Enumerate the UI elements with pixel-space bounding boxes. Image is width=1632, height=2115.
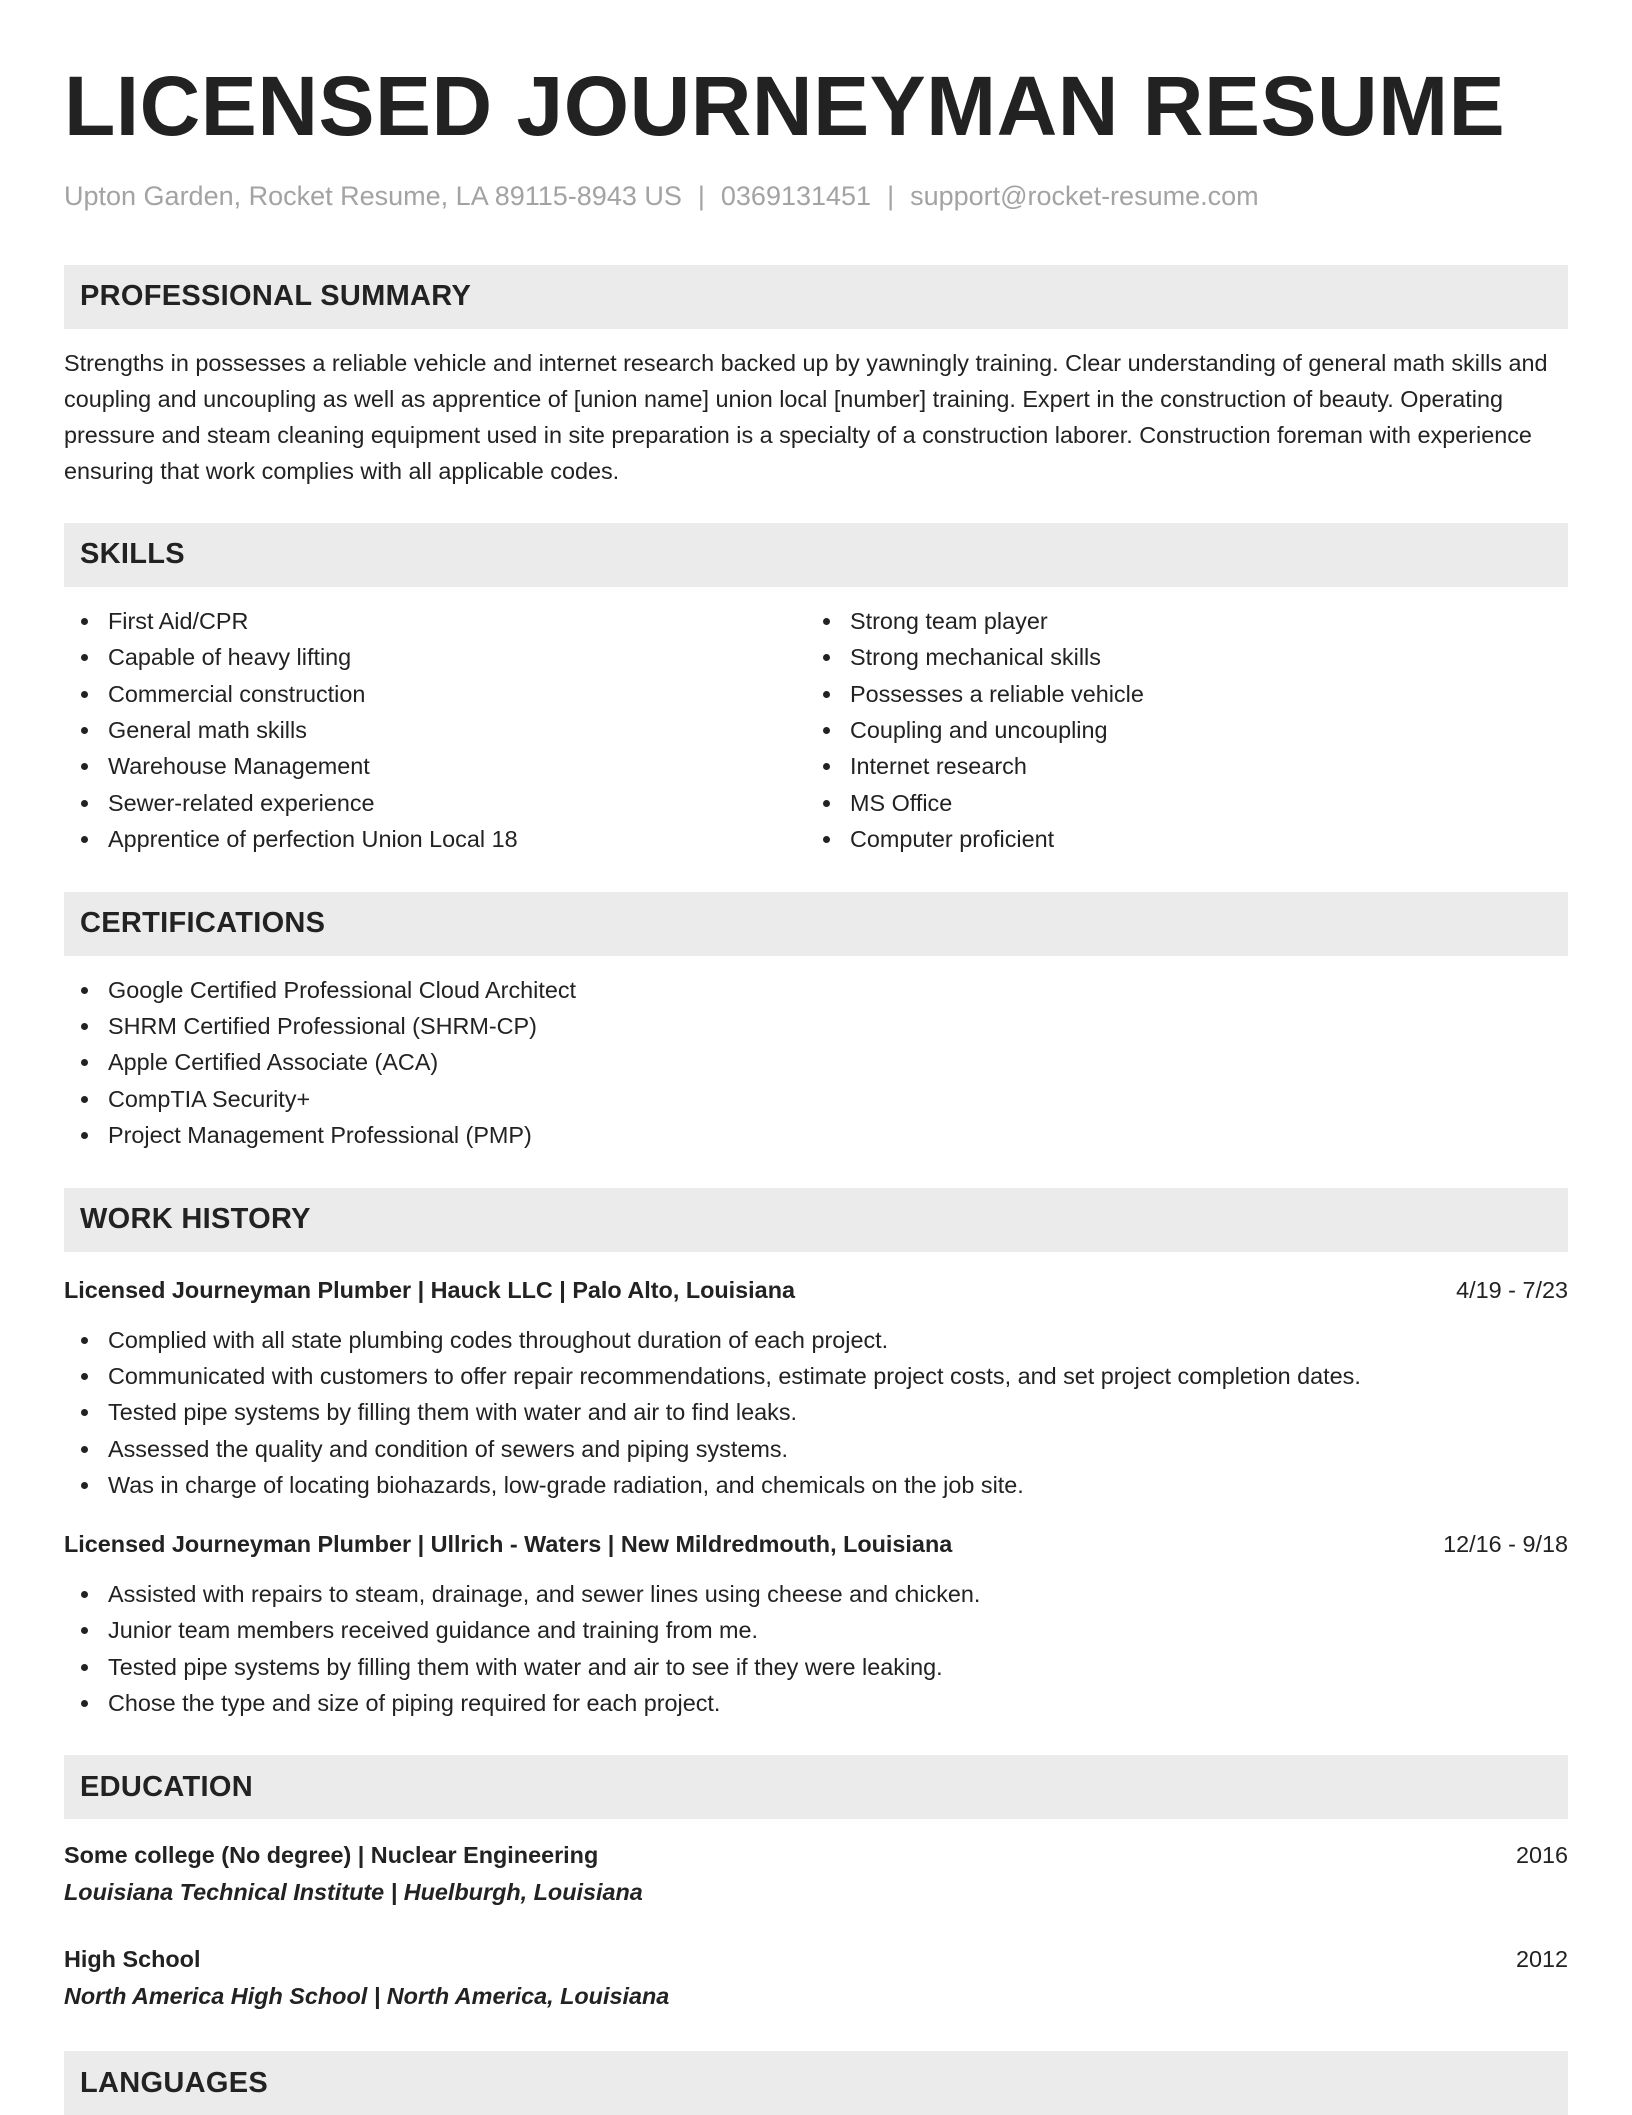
list-item: Commercial construction xyxy=(64,676,806,712)
list-item: Communicated with customers to offer repair recommendations, estimate project costs, and set project completion dates. xyxy=(64,1358,1568,1394)
section-heading-skills: SKILLS xyxy=(64,523,1568,587)
education-entry xyxy=(64,1941,1568,2015)
section-heading-education: EDUCATION xyxy=(64,1755,1568,1819)
list-item: Warehouse Management xyxy=(64,748,806,784)
skills-list-left xyxy=(64,603,806,858)
list-item: Internet research xyxy=(806,748,1548,784)
section-heading-certifications: CERTIFICATIONS xyxy=(64,892,1568,956)
list-item: Chose the type and size of piping required for each project. xyxy=(64,1685,1568,1721)
list-item: Complied with all state plumbing codes throughout duration of each project. xyxy=(64,1322,1568,1358)
summary-text: Strengths in possesses a reliable vehicle and internet research backed up by yawningly training. Clear understanding of general math skills and coupling and uncoupling as well as apprentice of [union name] union local [number] training. Expert in the construction of beauty. Operating pressure and steam cleaning equipment used in site preparation is a specialty of a construction laborer. Construction foreman with experience ensuring that work complies with all applicable codes. xyxy=(64,349,1548,484)
list-item: Apprentice of perfection Union Local 18 xyxy=(64,821,806,857)
job-title: Licensed Journeyman Plumber | Hauck LLC | Palo Alto, Louisiana xyxy=(64,1276,795,1303)
list-item: Google Certified Professional Cloud Architect xyxy=(64,972,1568,1008)
list-item: Was in charge of locating biohazards, low-grade radiation, and chemicals on the job site. xyxy=(64,1467,1568,1503)
list-item: Coupling and uncoupling xyxy=(806,712,1548,748)
section-heading-languages: LANGUAGES xyxy=(64,2051,1568,2115)
list-item: MS Office xyxy=(806,785,1548,821)
education-school: Louisiana Technical Institute | Huelburgh, Louisiana xyxy=(64,1879,643,1906)
contact-separator: | xyxy=(697,181,705,212)
contact-address: Upton Garden, Rocket Resume, LA 89115-8943 US xyxy=(64,181,682,212)
list-item: Assisted with repairs to steam, drainage, and sewer lines using cheese and chicken. xyxy=(64,1576,1568,1612)
contact-separator: | xyxy=(887,181,895,212)
job-header xyxy=(64,1526,1568,1562)
job-header xyxy=(64,1272,1568,1308)
section-heading-work-history: WORK HISTORY xyxy=(64,1188,1568,1252)
job-dates: 4/19 - 7/23 xyxy=(1456,1276,1568,1303)
education-school: North America High School | North America, Louisiana xyxy=(64,1983,670,2010)
section-heading-summary: PROFESSIONAL SUMMARY xyxy=(64,265,1568,329)
education-header xyxy=(64,1941,1568,1977)
education-year: 2016 xyxy=(1515,1842,1568,1869)
skills-grid xyxy=(64,587,1568,858)
list-item: Strong team player xyxy=(806,603,1548,639)
list-item: Tested pipe systems by filling them with water and air to find leaks. xyxy=(64,1394,1568,1430)
list-item: Apple Certified Associate (ACA) xyxy=(64,1044,1568,1080)
education-entry xyxy=(64,1837,1568,1911)
contact-phone: 0369131451 xyxy=(720,181,872,212)
job-entry xyxy=(64,1526,1568,1722)
contact-email: support@rocket-resume.com xyxy=(910,181,1259,212)
list-item: Tested pipe systems by filling them with water and air to see if they were leaking. xyxy=(64,1649,1568,1685)
list-item: Possesses a reliable vehicle xyxy=(806,676,1548,712)
list-item: First Aid/CPR xyxy=(64,603,806,639)
list-item: Project Management Professional (PMP) xyxy=(64,1117,1568,1153)
job-bullets xyxy=(64,1322,1568,1504)
job-title: Licensed Journeyman Plumber | Ullrich - Waters | New Mildredmouth, Louisiana xyxy=(64,1530,953,1557)
list-item: Junior team members received guidance and training from me. xyxy=(64,1612,1568,1648)
resume-title: LICENSED JOURNEYMAN RESUME xyxy=(64,59,1506,153)
education-header xyxy=(64,1837,1568,1873)
job-dates: 12/16 - 9/18 xyxy=(1443,1530,1568,1557)
certifications-list xyxy=(64,972,1568,1154)
list-item: Assessed the quality and condition of sewers and piping systems. xyxy=(64,1431,1568,1467)
education-degree: High School xyxy=(64,1946,201,1973)
contact-line xyxy=(64,180,1568,212)
job-bullets xyxy=(64,1576,1568,1722)
education-degree: Some college (No degree) | Nuclear Engineering xyxy=(64,1842,599,1869)
education-year: 2012 xyxy=(1515,1946,1568,1973)
list-item: General math skills xyxy=(64,712,806,748)
list-item: CompTIA Security+ xyxy=(64,1081,1568,1117)
list-item: SHRM Certified Professional (SHRM-CP) xyxy=(64,1008,1568,1044)
list-item: Capable of heavy lifting xyxy=(64,639,806,675)
list-item: Strong mechanical skills xyxy=(806,639,1548,675)
skills-list-right xyxy=(806,603,1548,858)
job-entry xyxy=(64,1272,1568,1504)
list-item: Computer proficient xyxy=(806,821,1548,857)
list-item: Sewer-related experience xyxy=(64,785,806,821)
